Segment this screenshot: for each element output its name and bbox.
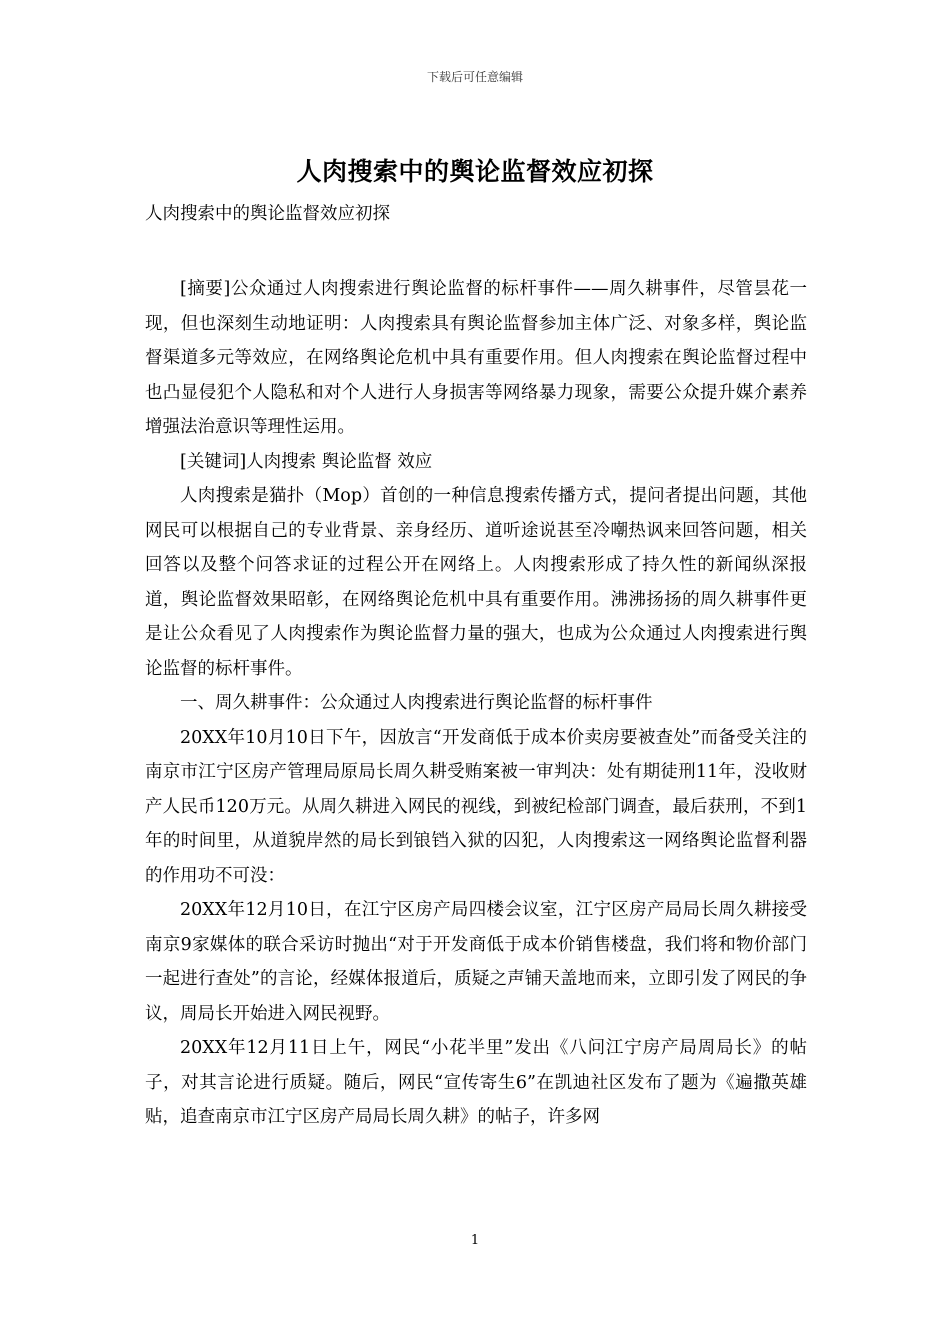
body-paragraph: 20XX年10月10日下午，因放言“开发商低于成本价卖房要被查处”而备受关注的南京市江宁区房产管理局原局长周久耕受贿案被一审判决：处有期徒刑11年，没收财产人民币120万元。从周久耕进入网民的视线，到被纪检部门调查，最后获刑，不到1年的时间里，从道貌岸然的局长到锒铛入狱的囚犯，人肉搜索这一网络舆论监督利器的作用功不可没：	[145, 727, 807, 886]
body-paragraph: 20XX年12月11日上午，网民“小花半里”发出《八问江宁房产局周局长》的帖子，对其言论进行质疑。随后，网民“宣传寄生6”在凯迪社区发布了题为《遍撒英雄贴，追查南京市江宁区房产局局长周久耕》的帖子，许多网	[145, 1038, 807, 1127]
document-subtitle: 人肉搜索中的舆论监督效应初探	[145, 204, 390, 224]
section-heading: 一、周久耕事件：公众通过人肉搜索进行舆论监督的标杆事件	[180, 693, 653, 713]
intro-paragraph: 人肉搜索是猫扑（Mop）首创的一种信息搜索传播方式，提问者提出问题，其他网民可以根据自己的专业背景、亲身经历、道听途说甚至冷嘲热讽来回答问题，相关回答以及整个问答求证的过程公开在网络上。人肉搜索形成了持久性的新闻纵深报道，舆论监督效果昭彰，在网络舆论危机中具有重要作用。沸沸扬扬的周久耕事件更是让公众看见了人肉搜索作为舆论监督力量的强大，也成为公众通过人肉搜索进行舆论监督的标杆事件。	[145, 486, 807, 679]
body-paragraph: 20XX年12月10日，在江宁区房产局四楼会议室，江宁区房产局局长周久耕接受南京9家媒体的联合采访时抛出“对于开发商低于成本价销售楼盘，我们将和物价部门一起进行查处”的言论，经媒体报道后，质疑之声铺天盖地而来，立即引发了网民的争议，周局长开始进入网民视野。	[145, 900, 807, 1024]
keywords-paragraph: [关键词]人肉搜索 舆论监督 效应	[180, 451, 433, 472]
abstract-paragraph: [摘要]公众通过人肉搜索进行舆论监督的标杆事件——周久耕事件，尽管昙花一现，但也深刻生动地证明：人肉搜索具有舆论监督参加主体广泛、对象多样，舆论监督渠道多元等效应，在网络舆论危机中具有重要作用。但人肉搜索在舆论监督过程中也凸显侵犯个人隐私和对个人进行人身损害等网络暴力现象，需要公众提升媒介素养增强法治意识等理性运用。	[145, 279, 807, 437]
page-header-note: 下载后可任意编辑	[426, 70, 523, 84]
document-title: 人肉搜索中的舆论监督效应初探	[296, 157, 654, 186]
document-body	[145, 272, 807, 1135]
page-number: 1	[470, 1233, 480, 1248]
